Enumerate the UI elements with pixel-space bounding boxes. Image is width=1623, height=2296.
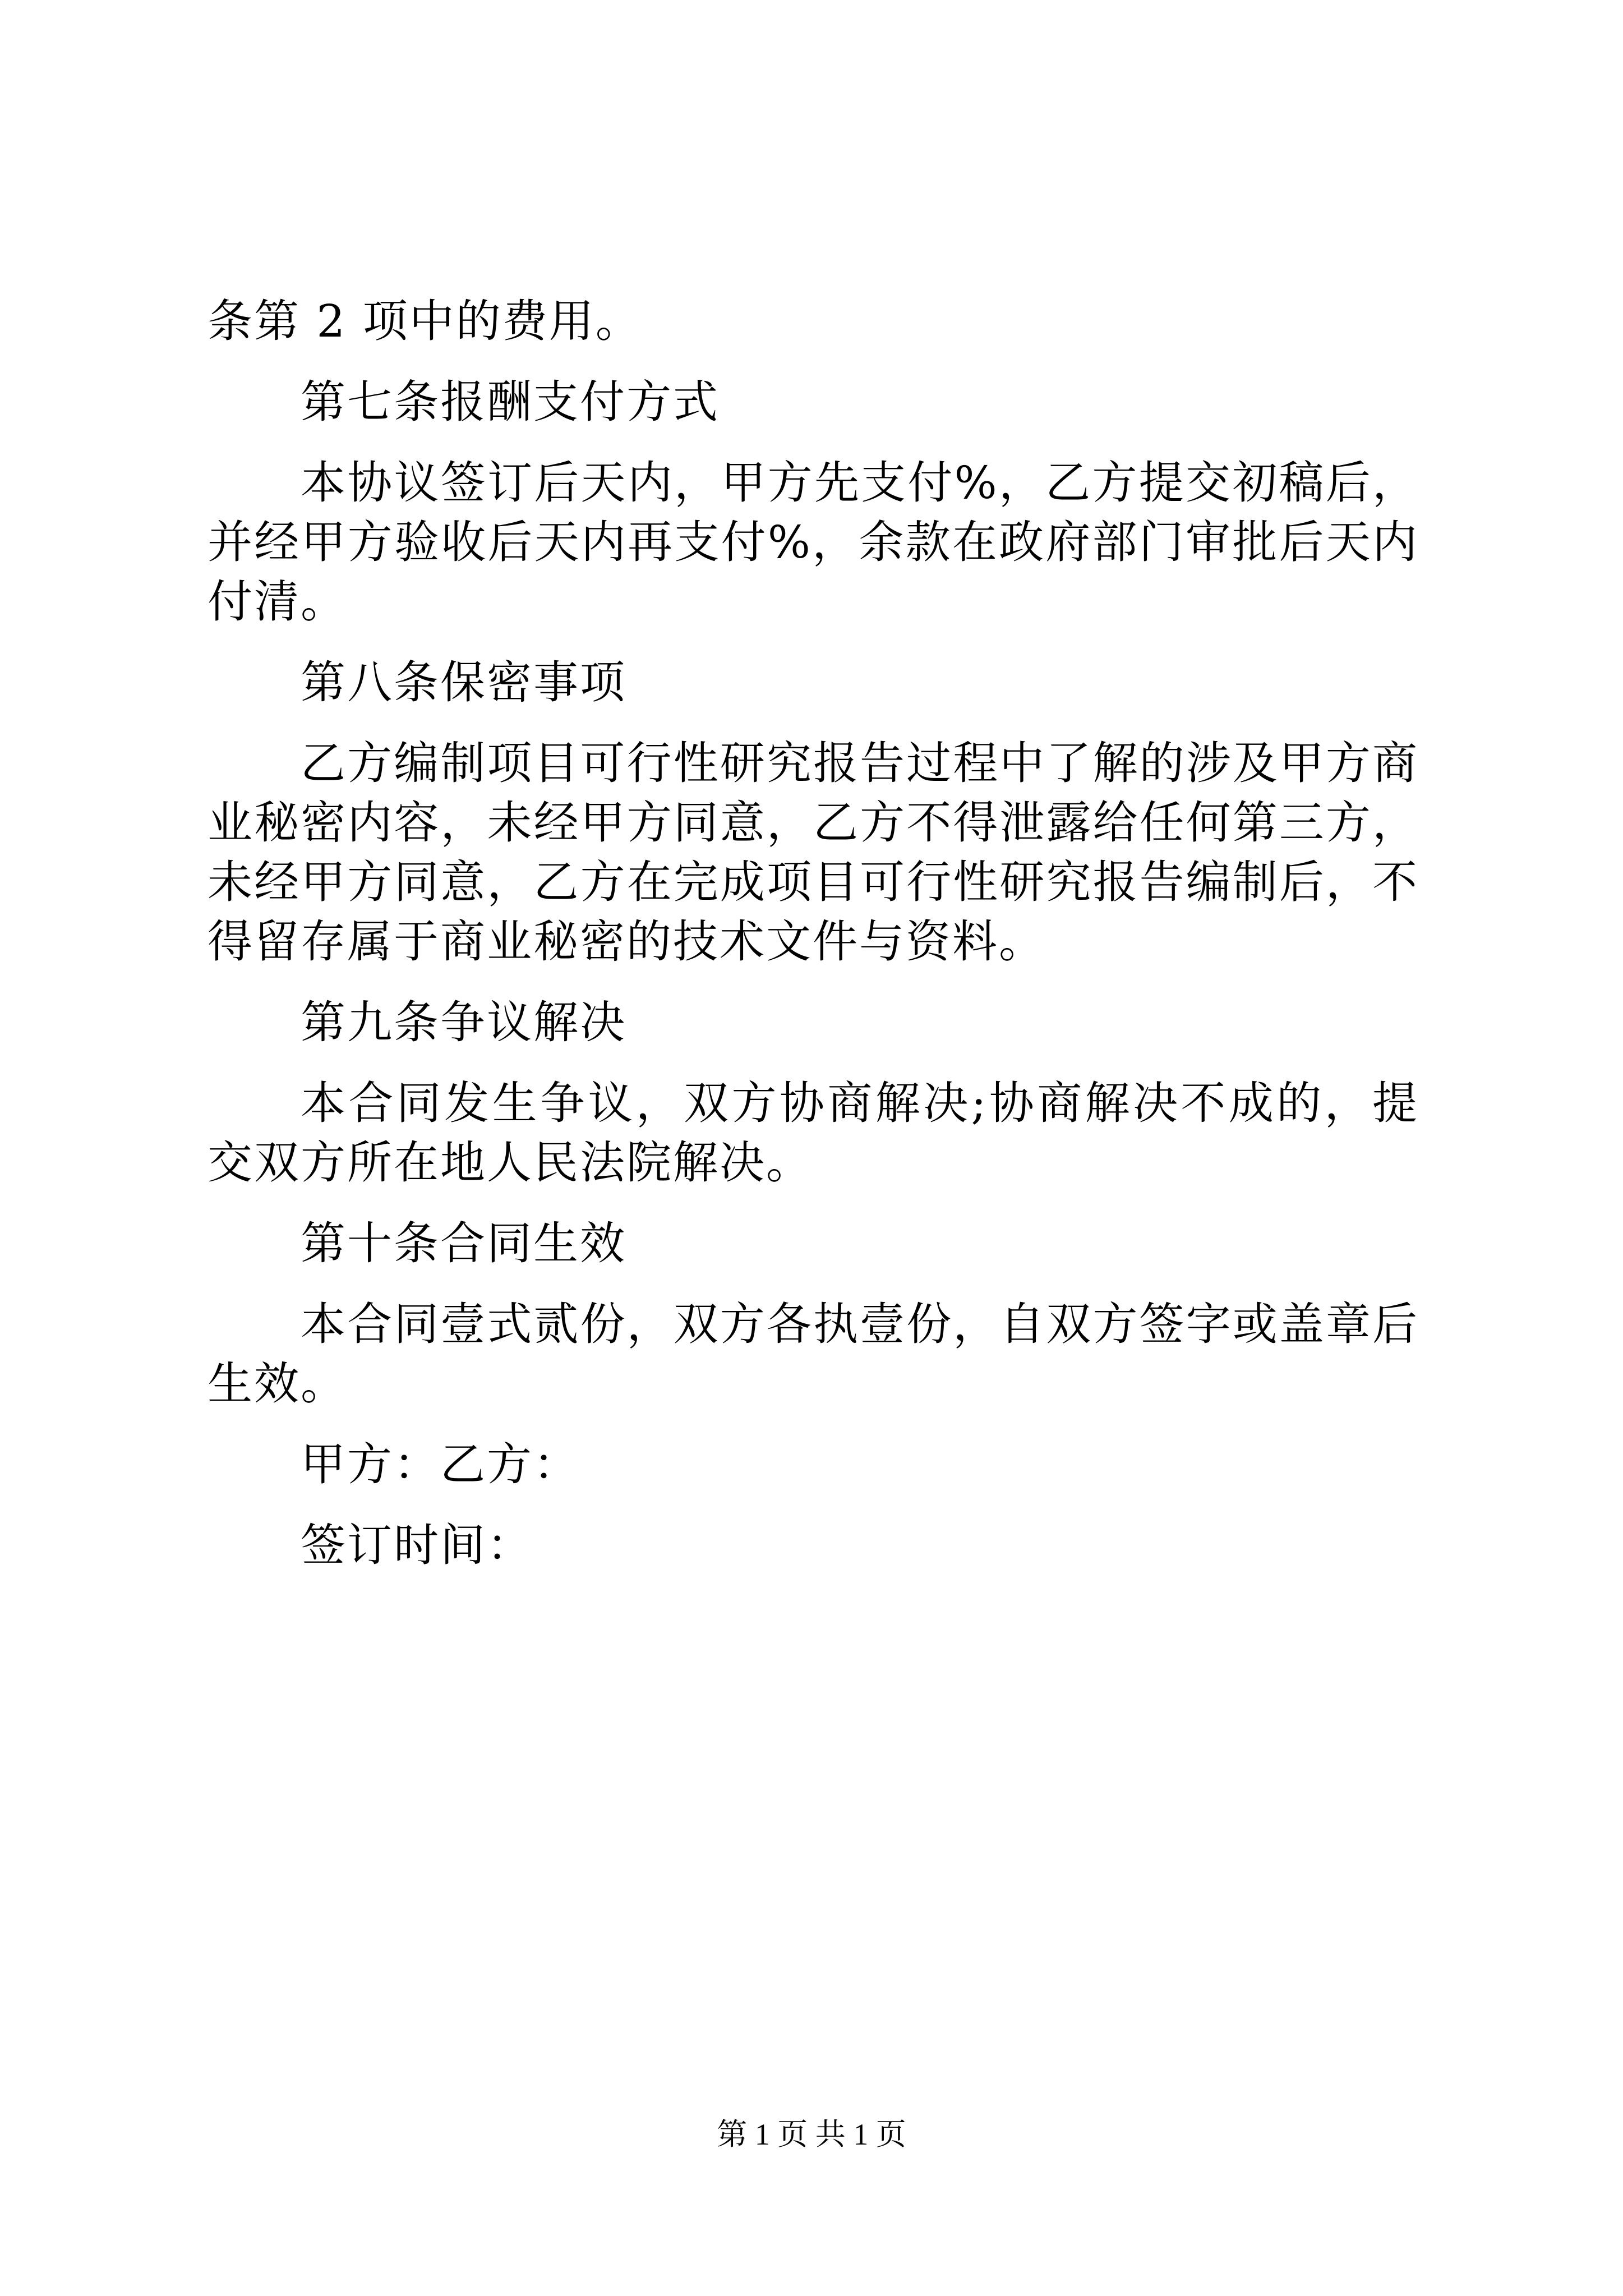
- paragraph-effectiveness: 本合同壹式贰份，双方各执壹份，自双方签字或盖章后生效。: [208, 1298, 1419, 1410]
- heading-article-8: 第八条保密事项: [301, 656, 626, 708]
- heading-article-9: 第九条争议解决: [301, 996, 626, 1048]
- page-number-footer: 第 1 页 共 1 页: [717, 2118, 906, 2151]
- paragraph-dispute: 本合同发生争议，双方协商解决;协商解决不成的，提交双方所在地人民法院解决。: [208, 1077, 1419, 1189]
- heading-article-7: 第七条报酬支付方式: [301, 376, 720, 428]
- document-body: [208, 292, 1419, 1575]
- heading-article-10: 第十条合同生效: [301, 1217, 626, 1269]
- signature-parties: 甲方：乙方：: [301, 1438, 580, 1490]
- paragraph-payment: 本协议签订后天内，甲方先支付%，乙方提交初稿后，并经甲方验收后天内再支付%，余款在政府部门审批后天内付清。: [208, 457, 1419, 628]
- paragraph-confidentiality: 乙方编制项目可行性研究报告过程中了解的涉及甲方商业秘密内容，未经甲方同意，乙方不得泄露给任何第三方，未经甲方同意，乙方在完成项目可行性研究报告编制后，不得留存属于商业秘密的技术文件与资料。: [208, 737, 1419, 968]
- paragraph-continuation: 条第 2 项中的费用。: [208, 295, 642, 347]
- signing-date: 签订时间：: [301, 1519, 533, 1571]
